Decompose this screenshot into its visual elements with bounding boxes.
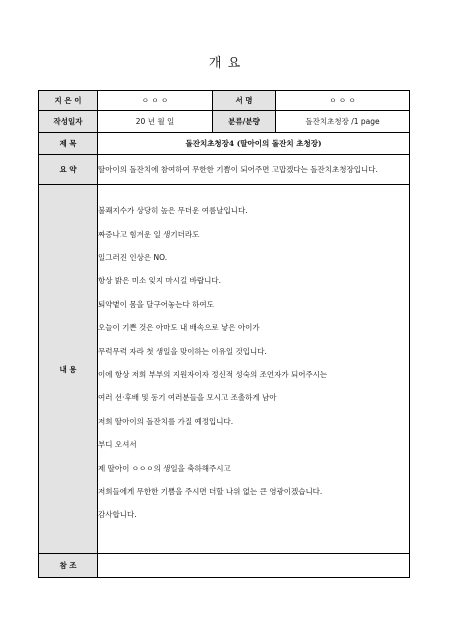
overview-form	[38, 90, 410, 578]
author-row	[39, 91, 410, 111]
content-line: 퇴약볕이 몸을 달구어놓는다 하여도	[98, 299, 214, 309]
signature-label: 서 명	[213, 91, 276, 111]
content-row	[39, 185, 410, 554]
content-line: 저희들에게 무한한 기쁨을 주시면 더할 나위 없는 큰 영광이겠습니다.	[98, 486, 323, 496]
document-title: 개 요	[208, 56, 242, 71]
summary-label: 요 약	[39, 155, 98, 185]
content-line: 이에 항상 저희 부부의 지원자이자 정신적 성숙의 조언자가 되어주시는	[98, 370, 328, 379]
summary-row	[39, 155, 410, 185]
content-body	[98, 185, 410, 554]
content-line: 오늘이 기쁜 것은 아마도 내 배속으로 낳은 아이가	[98, 323, 260, 333]
date-label: 작성일자	[39, 111, 98, 133]
content-line: 항상 밝은 미소 잊지 마시길 바랍니다.	[98, 276, 221, 286]
content-line: 저희 딸아이의 돌잔치를 가질 예정입니다.	[98, 416, 234, 426]
date-row	[39, 111, 410, 133]
category-label: 분류/분량	[213, 111, 276, 133]
subject-label: 제 목	[39, 133, 98, 155]
content-line: 짜증나고 힘겨운 일 생기더라도	[98, 229, 200, 239]
author-label: 지 은 이	[39, 91, 98, 111]
author-value: ㅇ ㅇ ㅇ	[98, 91, 213, 111]
subject-row	[39, 133, 410, 155]
subject-value: 돌잔치초청장4 (딸아이의 돌잔치 초청장)	[98, 133, 410, 155]
category-value: 돌잔치초청장 /1 page	[276, 111, 410, 133]
content-label: 내 용	[39, 185, 98, 554]
content-line: 감사합니다.	[98, 510, 137, 520]
reference-row	[39, 554, 410, 578]
content-line: 제 딸아이 ㅇㅇㅇ의 생일을 축하해주시고	[98, 463, 231, 473]
signature-value: ㅇ ㅇ ㅇ	[276, 91, 410, 111]
content-line: 부디 오셔서	[98, 440, 137, 450]
content-line: 무럭무럭 자라 첫 생일을 맞이하는 이유일 것입니다.	[98, 346, 267, 356]
summary-value: 딸아이의 돌잔치에 참여하여 무한한 기쁨이 되어주면 고맙겠다는 돌잔치초청장입니다.	[98, 155, 410, 185]
reference-label: 참 조	[39, 554, 98, 578]
content-line: 여러 선·후배 및 동기 여러분들을 모시고 조촐하게 남아	[98, 393, 277, 403]
date-value: 20 년 월 일	[98, 111, 213, 133]
content-line: 불쾌지수가 상당히 높은 무더운 여름날입니다.	[98, 206, 248, 216]
content-line: 일그러진 인상은 NO.	[98, 253, 168, 263]
reference-value	[98, 554, 410, 578]
